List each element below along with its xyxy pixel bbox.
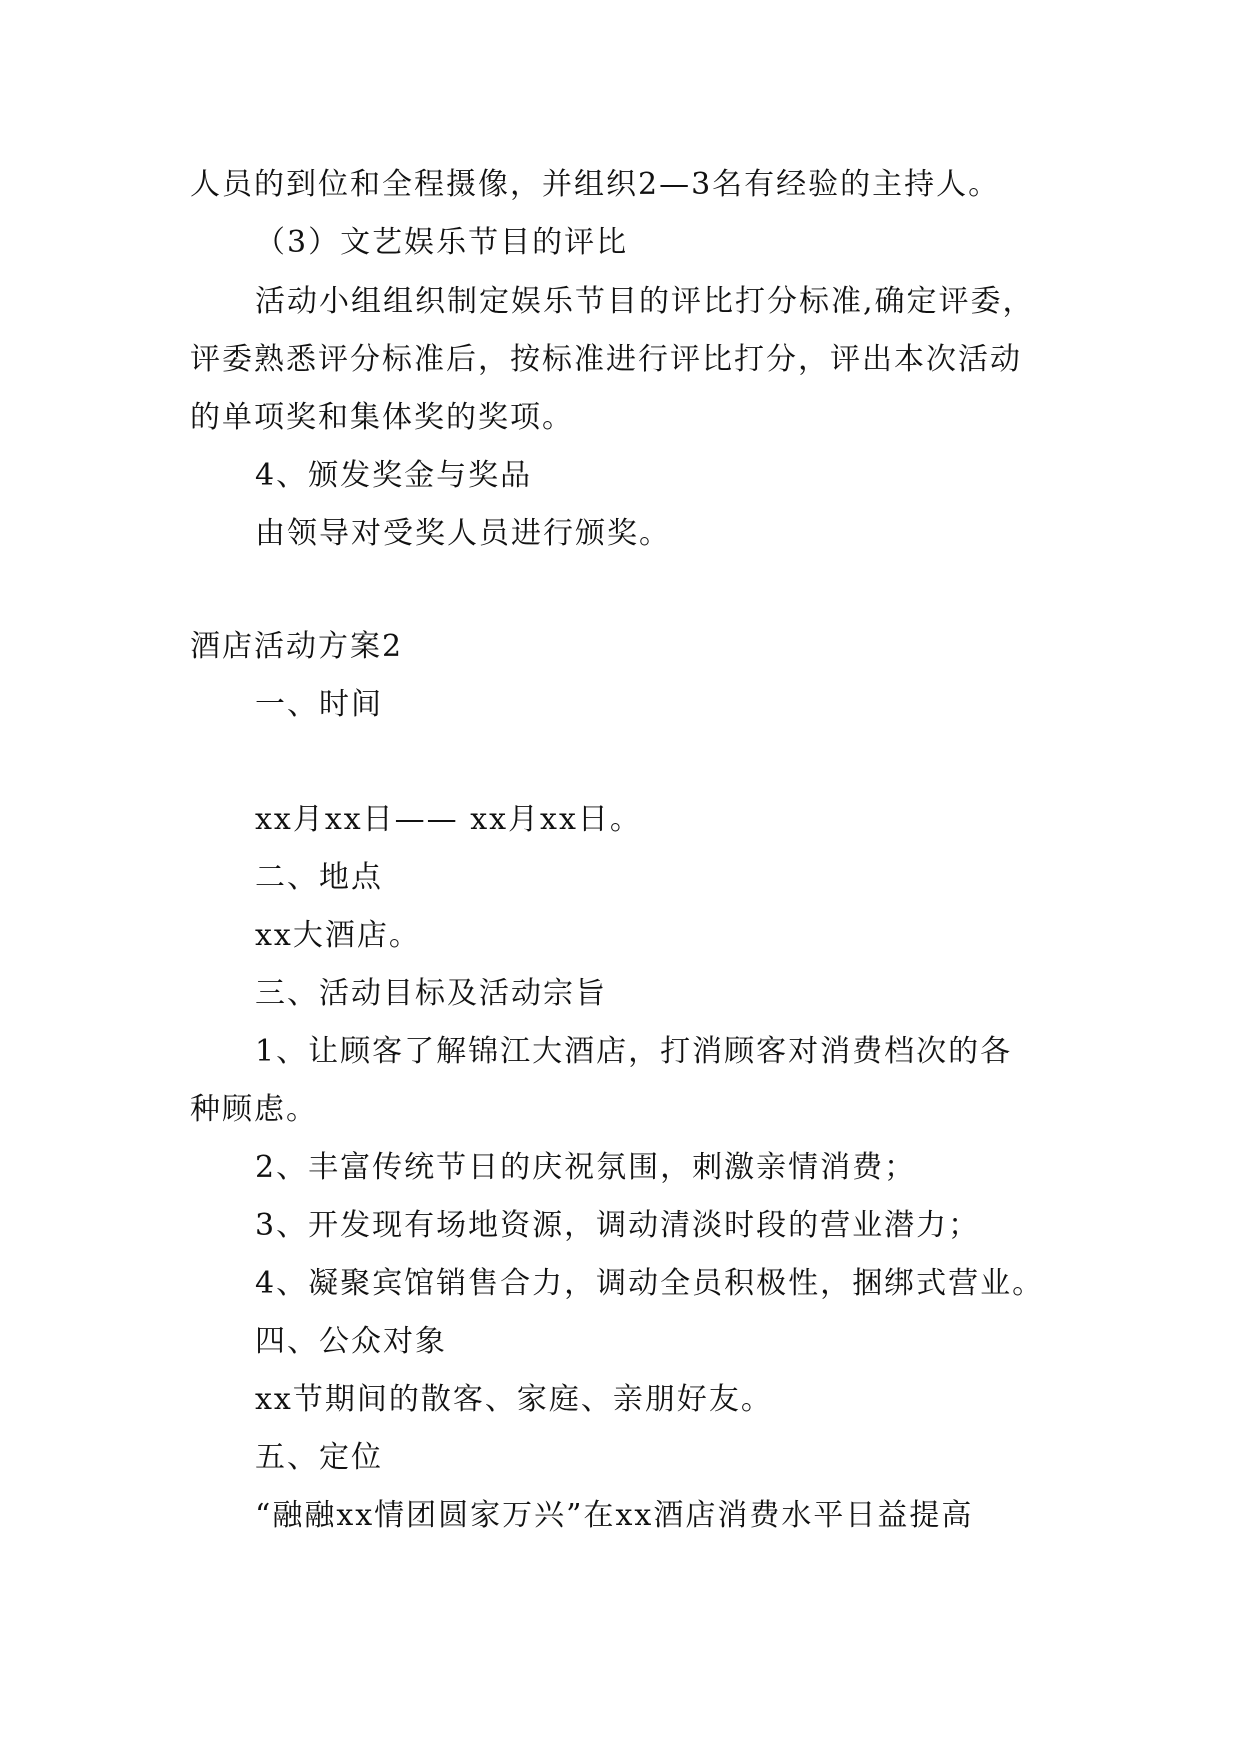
text-line: 的单项奖和集体奖的奖项。: [190, 400, 574, 435]
text-line: xx月xx日—— xx月xx日。: [255, 802, 642, 837]
text-line: 种顾虑。: [190, 1092, 318, 1127]
text-line: 3、开发现有场地资源，调动清淡时段的营业潜力；: [255, 1208, 981, 1243]
section-heading: 四、公众对象: [255, 1324, 447, 1359]
text-line: 1、让顾客了解锦江大酒店，打消顾客对消费档次的各: [255, 1034, 1013, 1069]
section-heading: 二、地点: [255, 860, 383, 895]
section-heading: 三、活动目标及活动宗旨: [255, 976, 607, 1011]
text-line: 由领导对受奖人员进行颁奖。: [255, 516, 671, 551]
text-line: 人员的到位和全程摄像，并组织2—3名有经验的主持人。: [190, 167, 1001, 202]
text-line: xx大酒店。: [255, 918, 421, 953]
text-line: 2、丰富传统节日的庆祝氛围，刺激亲情消费；: [255, 1150, 917, 1185]
section-heading: 五、定位: [255, 1440, 383, 1475]
section-heading: 4、颁发奖金与奖品: [255, 458, 533, 493]
text-line: 评委熟悉评分标准后，按标准进行评比打分，评出本次活动: [190, 342, 1022, 377]
text-line: 4、凝聚宾馆销售合力，调动全员积极性，捆绑式营业。: [255, 1266, 1045, 1301]
text-line: xx节期间的散客、家庭、亲朋好友。: [255, 1382, 773, 1417]
section-heading: 一、时间: [255, 687, 383, 722]
subsection-heading: （3）文艺娱乐节目的评比: [255, 225, 629, 260]
text-line: 活动小组组织制定娱乐节目的评比打分标准,确定评委，: [255, 284, 1035, 319]
text-line: “融融xx情团圆家万兴”在xx酒店消费水平日益提高: [255, 1498, 974, 1533]
document-title: 酒店活动方案2: [190, 629, 404, 664]
